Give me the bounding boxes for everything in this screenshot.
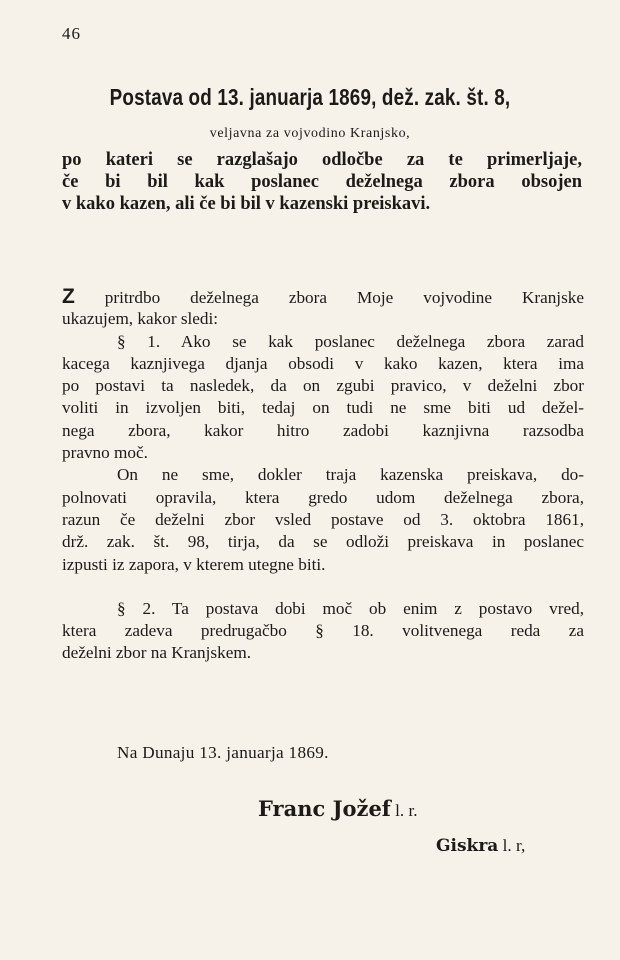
body-line: ukazujem, kakor sledi:: [62, 309, 219, 329]
intro-paragraph: [62, 286, 584, 331]
body-line: polnovati opravila, ktera gredo udom deželnega zbora,: [62, 487, 584, 507]
page-number: 46: [62, 24, 81, 43]
law-heading: [62, 149, 582, 215]
body-line: po postavi ta nasledek, da on zgubi pravico, v deželni zbor: [62, 376, 584, 396]
heading-line: v kako kazen, ali če bi bil v kazenski preiskavi.: [62, 194, 431, 214]
law-subtitle: veljavna za vojvodino Kranjsko,: [209, 126, 411, 141]
heading-line: po kateri se razglašajo odločbe za te primerljaje,: [62, 150, 582, 170]
section-1-paragraph: [62, 331, 584, 465]
body-line: drž. zak. št. 98, tirja, da se odloži preiskava in poslanec: [62, 532, 584, 552]
signature-name: Franc Jožef: [258, 796, 391, 821]
body-line: voliti in izvoljen biti, tedaj on tudi ne sme biti ud dežel-: [62, 398, 584, 418]
signature-name: Giskra: [436, 836, 499, 856]
drop-cap: Z: [62, 285, 75, 308]
body-line: pravno moč.: [62, 443, 148, 463]
heading-line: če bi bil kak poslanec deželnega zbora obsojen: [62, 172, 582, 192]
body-line: § 2. Ta postava dobi moč ob enim z postavo vred,: [117, 598, 584, 618]
signature-suffix: l. r.: [390, 801, 418, 820]
body-line: razun če deželni zbor vsled postave od 3. oktobra 1861,: [62, 509, 584, 529]
body-line: § 1. Ako se kak poslanec deželnega zbora zarad: [117, 331, 584, 351]
law-title: Postava od 13. januarja 1869, dež. zak. št. 8,: [109, 84, 511, 110]
signature-suffix: l. r,: [498, 836, 526, 855]
body-line: pritrdbo deželnega zbora Moje vojvodine Kranjske: [74, 288, 584, 307]
section-1-continuation: [62, 464, 584, 575]
body-line: nega zbora, kakor hitro zadobi kaznjivna razsodba: [62, 420, 584, 440]
body-line: deželni zbor na Kranjskem.: [62, 643, 251, 663]
body-line: izpusti iz zapora, v kterem utegne biti.: [62, 554, 326, 574]
law-body: [62, 286, 584, 665]
minister-signature: [436, 836, 525, 856]
body-line: kacega kaznjivega djanja obsodi v kako kazen, ktera ima: [62, 353, 584, 373]
place-date-line: Na Dunaju 13. januarja 1869.: [117, 743, 329, 762]
body-line: On ne sme, dokler traja kazenska preiskava, do-: [117, 465, 584, 485]
body-line: ktera zadeva predrugačbo § 18. volitvenega reda za: [62, 621, 584, 641]
section-2-paragraph: [62, 598, 584, 665]
emperor-signature: [258, 796, 418, 821]
